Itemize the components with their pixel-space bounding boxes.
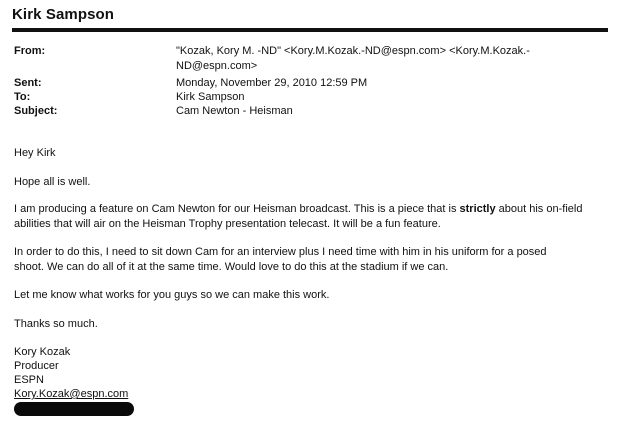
paragraph-2-line1 <box>14 202 599 217</box>
paragraph-2 <box>14 202 599 232</box>
paragraph-2-text-b: about his on-field <box>495 203 583 215</box>
paragraph-3-line1: In order to do this, I need to sit down Cam for an interview plus I need time with him in his uniform for a posed <box>14 246 547 258</box>
from-value-line1: "Kozak, Kory M. -ND" <Kory.M.Kozak.-ND@espn.com> <Kory.M.Kozak.- <box>176 45 530 57</box>
redaction-mark <box>14 402 134 416</box>
sent-label: Sent: <box>14 77 42 89</box>
paragraph-2-emphasis: strictly <box>459 203 496 215</box>
mailbox-owner-name: Kirk Sampson <box>12 6 115 23</box>
paragraph-4: Let me know what works for you guys so we can make this work. <box>14 289 330 301</box>
paragraph-3-line2: shoot. We can do all of it at the same time. Would love to do this at the stadium if we can. <box>14 261 449 273</box>
from-label: From: <box>14 45 46 57</box>
signature-email-link[interactable]: Kory.Kozak@espn.com <box>14 388 129 400</box>
paragraph-2-line2: abilities that will air on the Heisman Trophy presentation telecast. It will be a fun feature. <box>14 218 441 230</box>
greeting: Hey Kirk <box>14 147 56 159</box>
paragraph-1: Hope all is well. <box>14 176 91 188</box>
signature-email-wrap <box>14 387 128 401</box>
to-value: Kirk Sampson <box>176 91 245 103</box>
to-label: To: <box>14 91 31 103</box>
paragraph-2-text-a: I am producing a feature on Cam Newton for our Heisman broadcast. This is a piece that is <box>14 203 460 215</box>
subject-label: Subject: <box>14 105 58 117</box>
sent-value: Monday, November 29, 2010 12:59 PM <box>176 77 368 89</box>
from-value <box>176 44 596 74</box>
signature-title: Producer <box>14 360 59 372</box>
signature-name: Kory Kozak <box>14 346 71 358</box>
header-divider <box>12 28 608 32</box>
from-value-line2: ND@espn.com> <box>176 60 258 72</box>
signature-company: ESPN <box>14 374 44 386</box>
subject-value: Cam Newton - Heisman <box>176 105 293 117</box>
paragraph-5: Thanks so much. <box>14 318 98 330</box>
paragraph-3 <box>14 245 599 275</box>
